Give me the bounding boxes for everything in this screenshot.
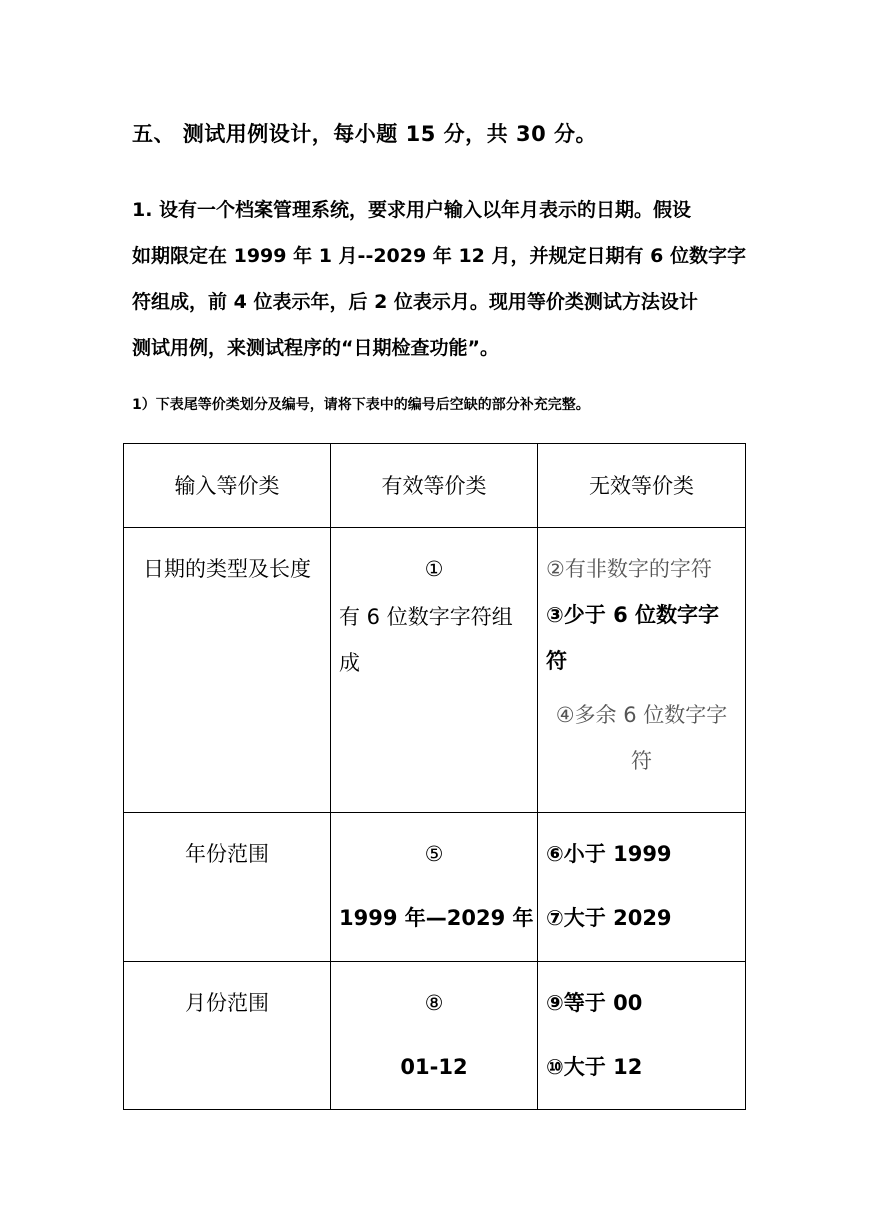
valid-number: ① [424,557,444,581]
valid-number: ⑧ [424,991,444,1015]
row-label-cell [124,962,331,1110]
invalid-item-9: ⑨等于 00 [546,991,643,1015]
table-row [124,813,746,962]
valid-text-line-2: 成 [339,651,360,675]
header-input-class: 输入等价类 [124,444,331,528]
question-line-4: 测试用例，来测试程序的“日期检查功能”。 [132,337,499,359]
invalid-item-2: ②有非数字的字符 [546,557,712,581]
invalid-item-7: ⑦大于 2029 [546,906,672,930]
question-line-3: 符组成，前 4 位表示年，后 2 位表示月。现用等价类测试方法设计 [132,291,698,313]
invalid-item-10: ⑩大于 12 [546,1055,643,1079]
valid-text: 01-12 [400,1055,468,1079]
table-header-row [124,444,746,528]
invalid-cell [538,813,746,962]
row-label-cell [124,528,331,813]
row-label: 月份范围 [185,991,269,1015]
row-label-cell [124,813,331,962]
valid-cell [331,962,538,1110]
valid-cell [331,528,538,813]
valid-text-line-1: 有 6 位数字字符组 [339,605,513,629]
invalid-item-3-line-2: 符 [546,649,567,673]
valid-number: ⑤ [424,842,444,866]
invalid-item-4-line-2: 符 [631,749,652,773]
valid-text: 1999 年—2029 年 [339,906,534,930]
question-line-1: 1. 设有一个档案管理系统，要求用户输入以年月表示的日期。假设 [132,199,692,221]
invalid-cell [538,528,746,813]
header-valid-class: 有效等价类 [331,444,538,528]
table-row [124,528,746,813]
table-row [124,962,746,1110]
question-line-2: 如期限定在 1999 年 1 月--2029 年 12 月，并规定日期有 6 位数字字 [132,245,746,267]
sub-instruction: 1）下表尾等价类划分及编号，请将下表中的编号后空缺的部分补充完整。 [132,397,590,413]
invalid-item-4-line-1: ④多余 6 位数字字 [555,703,728,727]
equivalence-class-table [123,443,745,1109]
row-label: 日期的类型及长度 [143,557,311,581]
row-label: 年份范围 [185,842,269,866]
invalid-cell [538,962,746,1110]
valid-cell [331,813,538,962]
section-title: 五、 测试用例设计，每小题 15 分，共 30 分。 [132,122,598,146]
header-invalid-class: 无效等价类 [538,444,746,528]
invalid-item-3-line-1: ③少于 6 位数字字 [546,603,720,627]
invalid-item-6: ⑥小于 1999 [546,842,672,866]
